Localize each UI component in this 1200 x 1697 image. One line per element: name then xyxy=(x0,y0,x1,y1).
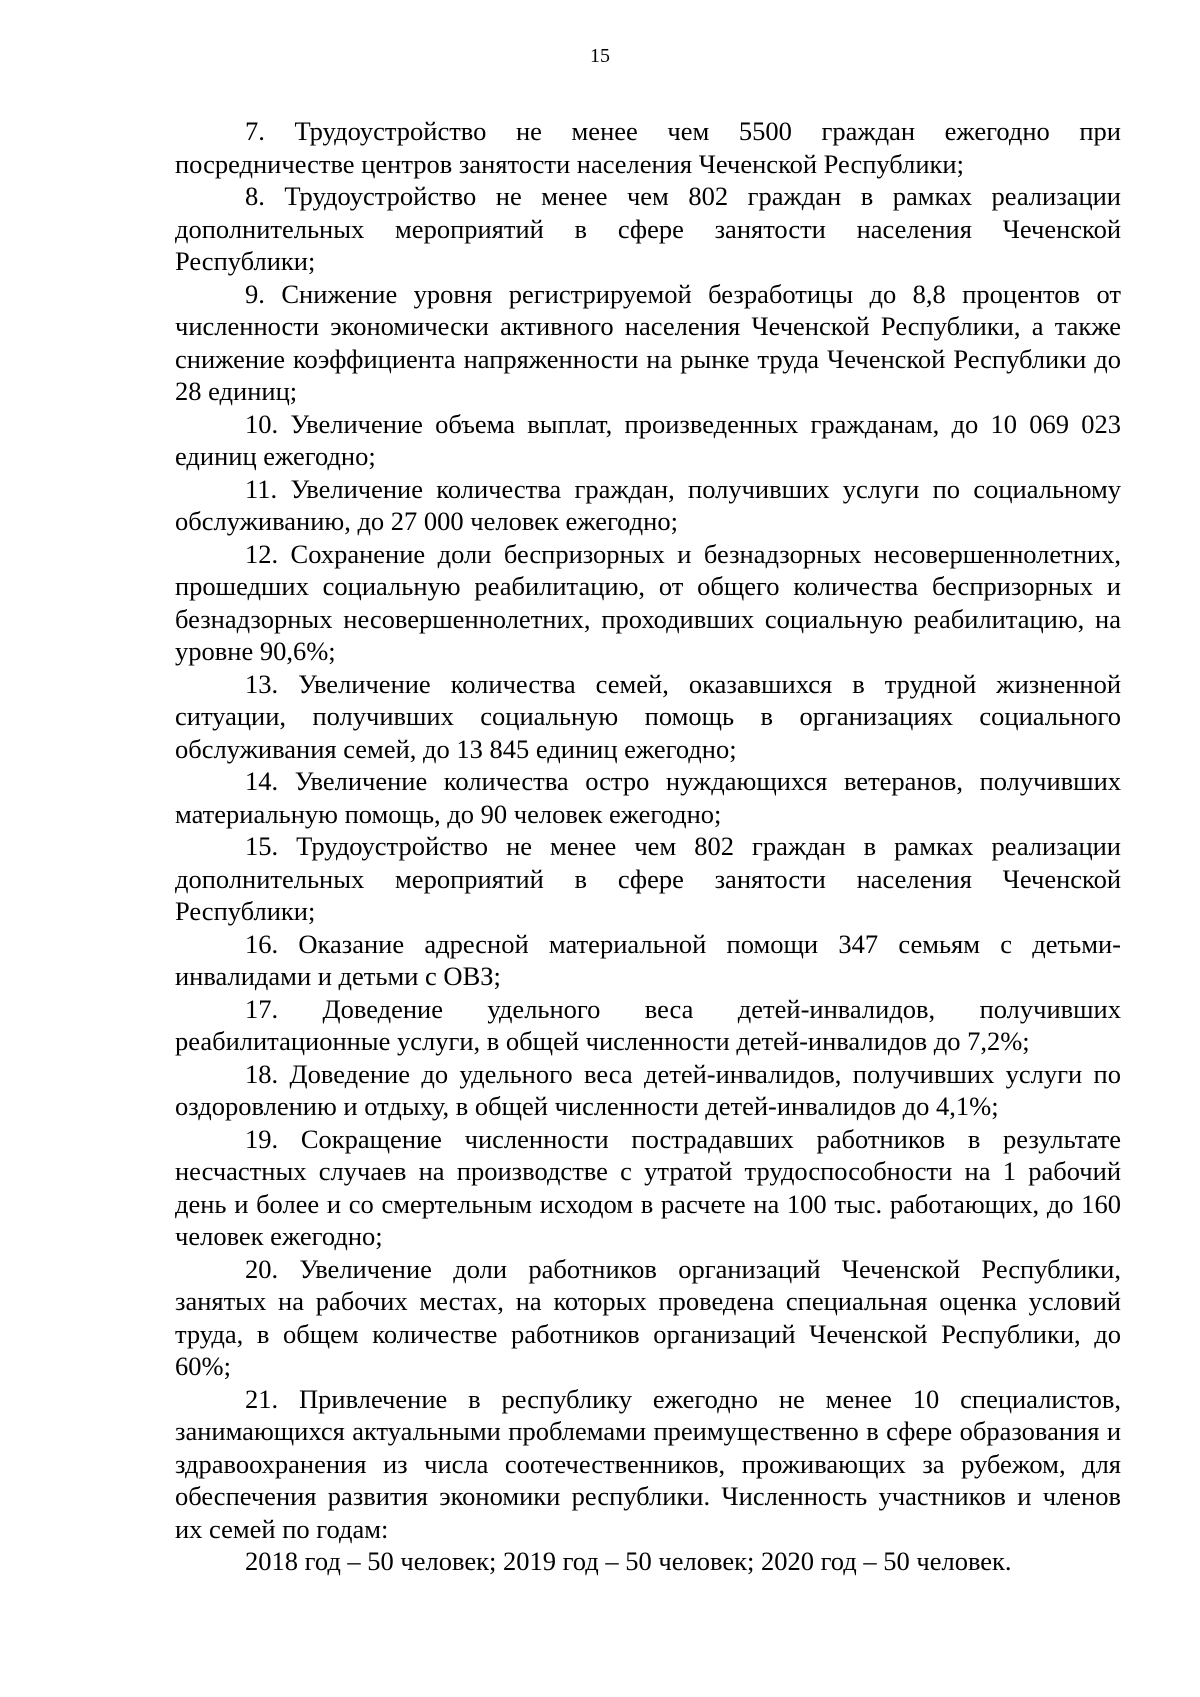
paragraph-item-8: 8. Трудоустройство не менее чем 802 граждан в рамках реализации дополнительных мероприятий в сфере занятости населения Чеченской Республики; xyxy=(175,181,1121,276)
paragraph-item-17: 17. Доведение удельного веса детей-инвалидов, получивших реабилитационные услуги, в общей численности детей-инвалидов до 7,2%; xyxy=(175,993,1121,1056)
page-number: 15 xyxy=(590,45,610,67)
paragraph-item-15: 15. Трудоустройство не менее чем 802 граждан в рамках реализации дополнительных мероприятий в сфере занятости населения Чеченской Республики; xyxy=(175,831,1121,926)
paragraph-item-14: 14. Увеличение количества остро нуждающихся ветеранов, получивших материальную помощь, до 90 человек ежегодно; xyxy=(175,766,1121,829)
paragraph-item-10: 10. Увеличение объема выплат, произведенных гражданам, до 10 069 023 единиц ежегодно; xyxy=(175,408,1121,471)
paragraph-item-12: 12. Сохранение доли беспризорных и безнадзорных несовершеннолетних, прошедших социальную реабилитацию, от общего количества беспризорных и безнадзорных несовершеннолетних, проходивших социальную реабилитацию, на уровне 90,6%; xyxy=(175,538,1121,666)
paragraph-item-21: 21. Привлечение в республику ежегодно не менее 10 специалистов, занимающихся актуальными проблемами преимущественно в сфере образования и здравоохранения из числа соотечественников, проживающих за рубежом, для обеспечения развития экономики республики. Численность участников и членов их семей по годам: xyxy=(175,1383,1121,1544)
paragraph-item-13: 13. Увеличение количества семей, оказавшихся в трудной жизненной ситуации, получивших социальную помощь в организациях социального обслуживания семей, до 13 845 единиц ежегодно; xyxy=(175,668,1121,764)
paragraph-item-9: 9. Снижение уровня регистрируемой безработицы до 8,8 процентов от численности экономически активного населения Чеченской Республики, а также снижение коэффициента напряженности на рынке труда Чеченской Республики до 28 единиц; xyxy=(175,278,1121,406)
paragraph-item-20: 20. Увеличение доли работников организаций Чеченской Республики, занятых на рабочих местах, на которых проведена специальная оценка условий труда, в общем количестве работников организаций Чеченской Республики, до 60%; xyxy=(175,1253,1121,1381)
paragraph-years-line: 2018 год – 50 человек; 2019 год – 50 человек; 2020 год – 50 человек. xyxy=(245,1546,1012,1576)
paragraph-item-18: 18. Доведение до удельного веса детей-инвалидов, получивших услуги по оздоровлению и отдыху, в общей численности детей-инвалидов до 4,1%; xyxy=(175,1058,1121,1121)
paragraph-item-19: 19. Сокращение численности пострадавших работников в результате несчастных случаев на производстве с утратой трудоспособности на 1 рабочий день и более и со смертельным исходом в расчете на 100 тыс. работающих, до 160 человек ежегодно; xyxy=(175,1123,1121,1251)
paragraph-item-16: 16. Оказание адресной материальной помощи 347 семьям с детьми-инвалидами и детьми с ОВЗ; xyxy=(175,928,1121,991)
document-body xyxy=(175,115,1121,1578)
paragraph-item-11: 11. Увеличение количества граждан, получивших услуги по социальному обслуживанию, до 27 000 человек ежегодно; xyxy=(175,473,1121,536)
paragraph-item-7: 7. Трудоустройство не менее чем 5500 граждан ежегодно при посредничестве центров занятости населения Чеченской Республики; xyxy=(175,116,1121,179)
